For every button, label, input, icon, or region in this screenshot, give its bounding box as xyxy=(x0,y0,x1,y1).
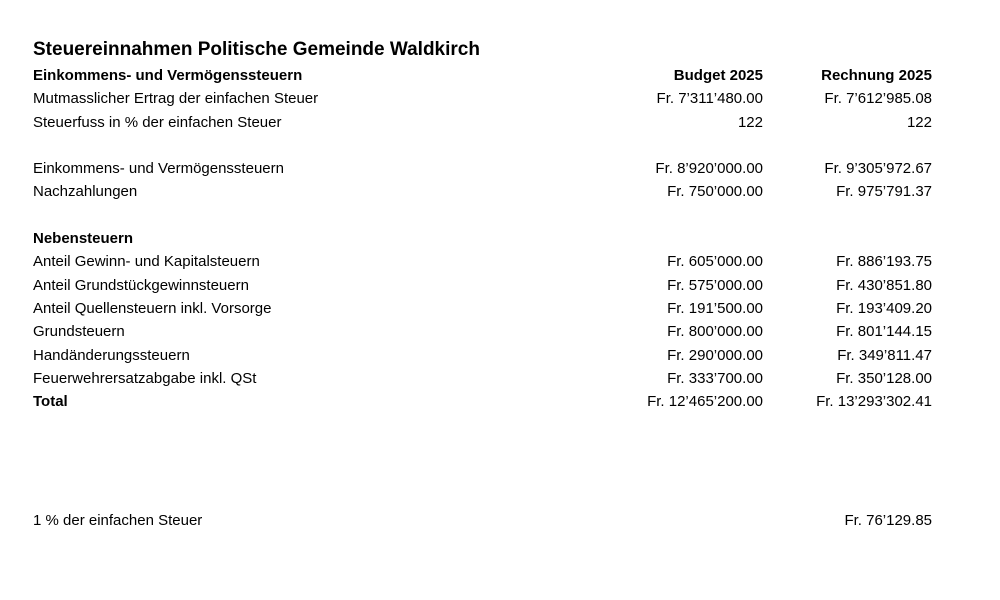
row-budget: Fr. 575’000.00 xyxy=(667,276,763,294)
row-rechnung: 122 xyxy=(906,113,932,131)
row-budget: 122 xyxy=(737,113,763,131)
row-label: Anteil Gewinn- und Kapitalsteuern xyxy=(33,253,260,271)
total-budget: Fr. 12’465’200.00 xyxy=(647,393,763,411)
tax-revenue-document xyxy=(33,38,933,413)
row-budget: Fr. 290’000.00 xyxy=(667,346,763,364)
row-budget: Fr. 605’000.00 xyxy=(667,253,763,271)
spacer xyxy=(33,134,933,157)
row-label: Anteil Quellensteuern inkl. Vorsorge xyxy=(33,299,272,317)
table-row xyxy=(33,87,933,110)
table-row xyxy=(33,157,933,180)
simple-tax-percent-row xyxy=(33,509,933,532)
row-label: Feuerwehrersatzabgabe inkl. QSt xyxy=(33,369,257,387)
footer-label: 1 % der einfachen Steuer xyxy=(33,512,203,529)
row-rechnung: Fr. 7’612’985.08 xyxy=(824,90,932,108)
page-title: Steuereinnahmen Politische Gemeinde Waldkirch xyxy=(33,39,480,60)
row-label: Nachzahlungen xyxy=(33,183,138,201)
table-row xyxy=(33,367,933,390)
column-header-budget: Budget 2025 xyxy=(673,67,763,84)
row-rechnung: Fr. 349’811.47 xyxy=(837,346,932,364)
total-rechnung: Fr. 13’293’302.41 xyxy=(816,393,932,411)
section-heading-nebensteuern: Nebensteuern xyxy=(33,230,134,248)
row-budget: Fr. 7’311’480.00 xyxy=(656,90,763,108)
row-label: Grundsteuern xyxy=(33,323,125,341)
row-label: Handänderungssteuern xyxy=(33,346,190,364)
row-rechnung: Fr. 350’128.00 xyxy=(836,369,932,387)
row-rechnung: Fr. 801’144.15 xyxy=(836,323,932,341)
row-budget: Fr. 8’920’000.00 xyxy=(655,160,763,178)
section-heading-income-wealth: Einkommens- und Vermögenssteuern xyxy=(33,67,303,84)
spacer xyxy=(33,204,933,227)
row-budget: Fr. 800’000.00 xyxy=(667,323,763,341)
row-budget: Fr. 750’000.00 xyxy=(667,183,763,201)
column-header-rechnung: Rechnung 2025 xyxy=(821,67,932,84)
table-row xyxy=(33,111,933,134)
row-label: Steuerfuss in % der einfachen Steuer xyxy=(33,113,282,131)
total-row xyxy=(33,390,933,413)
table-row xyxy=(33,250,933,273)
row-rechnung: Fr. 430’851.80 xyxy=(836,276,932,294)
table-row xyxy=(33,297,933,320)
row-label: Anteil Grundstückgewinnsteuern xyxy=(33,276,249,294)
table-row xyxy=(33,344,933,367)
table-row xyxy=(33,320,933,343)
row-rechnung: Fr. 975’791.37 xyxy=(836,183,932,201)
table-row xyxy=(33,274,933,297)
row-label: Einkommens- und Vermögenssteuern xyxy=(33,160,284,178)
footer-rechnung: Fr. 76’129.85 xyxy=(844,512,932,529)
row-rechnung: Fr. 193’409.20 xyxy=(836,299,932,317)
row-label: Mutmasslicher Ertrag der einfachen Steuer xyxy=(33,90,319,108)
row-budget: Fr. 191’500.00 xyxy=(667,299,763,317)
row-budget: Fr. 333’700.00 xyxy=(667,369,763,387)
row-rechnung: Fr. 9’305’972.67 xyxy=(824,160,932,178)
row-rechnung: Fr. 886’193.75 xyxy=(836,253,932,271)
total-label: Total xyxy=(33,393,68,411)
table-row xyxy=(33,180,933,203)
